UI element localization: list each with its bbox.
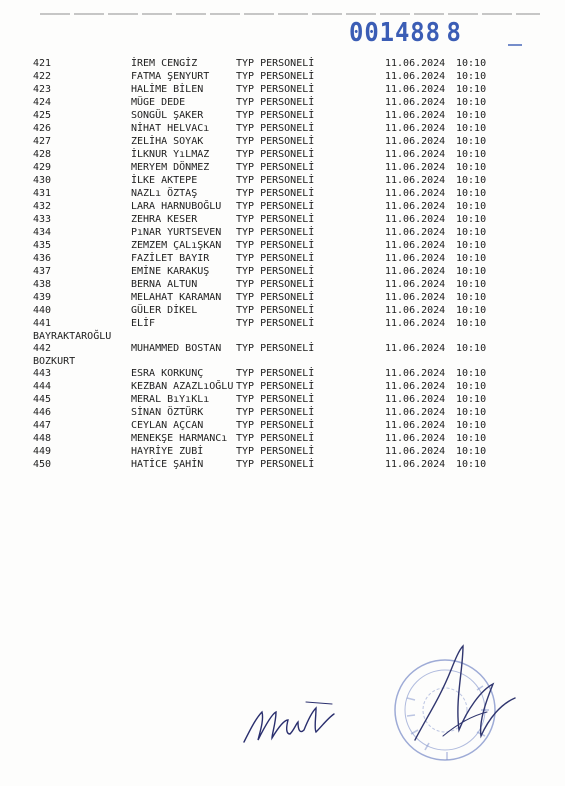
date: 11.06.2024: [385, 368, 446, 379]
time: 10:10: [456, 97, 487, 108]
job-title: TYP PERSONELİ: [236, 279, 315, 290]
person-name: NAZLı ÖZTAŞ: [131, 188, 198, 199]
job-title: TYP PERSONELİ: [236, 407, 315, 418]
person-name: ZEMZEM ÇALıŞKAN: [131, 240, 222, 251]
time: 10:10: [456, 162, 487, 173]
person-name: MENEKŞE HARMANCı: [131, 433, 228, 444]
person-name: SİNAN ÖZTÜRK: [131, 407, 204, 418]
table-row: [0, 304, 565, 317]
time: 10:10: [456, 71, 487, 82]
table-row: [0, 367, 565, 380]
row-number: 440: [33, 305, 52, 316]
row-number: 434: [33, 227, 52, 238]
job-title: TYP PERSONELİ: [236, 97, 315, 108]
table-row: [0, 239, 565, 252]
table-row: [0, 57, 565, 70]
surname-continuation: [0, 355, 565, 367]
row-number: 436: [33, 253, 52, 264]
job-title: TYP PERSONELİ: [236, 110, 315, 121]
person-name: CEYLAN AÇCAN: [131, 420, 204, 431]
date: 11.06.2024: [385, 110, 446, 121]
table-row: [0, 252, 565, 265]
job-title: TYP PERSONELİ: [236, 149, 315, 160]
job-title: TYP PERSONELİ: [236, 240, 315, 251]
date: 11.06.2024: [385, 71, 446, 82]
row-number: 448: [33, 433, 52, 444]
row-number: 426: [33, 123, 52, 134]
person-name: FATMA ŞENYURT: [131, 71, 210, 82]
person-name: GÜLER DİKEL: [131, 305, 198, 316]
job-title: TYP PERSONELİ: [236, 292, 315, 303]
job-title: TYP PERSONELİ: [236, 253, 315, 264]
table-row: [0, 187, 565, 200]
surname-continuation-text: BOZKURT: [33, 356, 76, 367]
job-title: TYP PERSONELİ: [236, 58, 315, 69]
date: 11.06.2024: [385, 318, 446, 329]
person-name: MUHAMMED BOSTAN: [131, 343, 222, 354]
row-number: 421: [33, 58, 52, 69]
date: 11.06.2024: [385, 343, 446, 354]
date: 11.06.2024: [385, 240, 446, 251]
job-title: TYP PERSONELİ: [236, 136, 315, 147]
time: 10:10: [456, 188, 487, 199]
personnel-list: [0, 57, 565, 471]
time: 10:10: [456, 253, 487, 264]
table-row: [0, 122, 565, 135]
time: 10:10: [456, 446, 487, 457]
date: 11.06.2024: [385, 175, 446, 186]
row-number: 431: [33, 188, 52, 199]
row-number: 444: [33, 381, 52, 392]
time: 10:10: [456, 407, 487, 418]
date: 11.06.2024: [385, 305, 446, 316]
person-name: KEZBAN AZAZLıOĞLU: [131, 381, 234, 392]
time: 10:10: [456, 58, 487, 69]
date: 11.06.2024: [385, 279, 446, 290]
row-number: 441: [33, 318, 52, 329]
job-title: TYP PERSONELİ: [236, 188, 315, 199]
table-row: [0, 109, 565, 122]
row-number: 424: [33, 97, 52, 108]
person-name: PıNAR YURTSEVEN: [131, 227, 222, 238]
date: 11.06.2024: [385, 136, 446, 147]
job-title: TYP PERSONELİ: [236, 162, 315, 173]
table-row: [0, 96, 565, 109]
row-number: 432: [33, 201, 52, 212]
job-title: TYP PERSONELİ: [236, 318, 315, 329]
table-row: [0, 265, 565, 278]
table-row: [0, 432, 565, 445]
row-number: 438: [33, 279, 52, 290]
serial-suffix: 8: [446, 18, 462, 48]
time: 10:10: [456, 110, 487, 121]
person-name: FAZİLET BAYIR: [131, 253, 210, 264]
person-name: İLKE AKTEPE: [131, 175, 198, 186]
date: 11.06.2024: [385, 227, 446, 238]
table-row: [0, 226, 565, 239]
person-name: ELİF: [131, 318, 156, 329]
serial-underline: [508, 44, 522, 46]
person-name: İREM CENGİZ: [131, 58, 198, 69]
person-name: İLKNUR YıLMAZ: [131, 149, 210, 160]
table-row: [0, 291, 565, 304]
table-row: [0, 70, 565, 83]
date: 11.06.2024: [385, 188, 446, 199]
time: 10:10: [456, 214, 487, 225]
person-name: ESRA KORKUNÇ: [131, 368, 204, 379]
date: 11.06.2024: [385, 253, 446, 264]
job-title: TYP PERSONELİ: [236, 175, 315, 186]
time: 10:10: [456, 279, 487, 290]
job-title: TYP PERSONELİ: [236, 343, 315, 354]
row-number: 437: [33, 266, 52, 277]
time: 10:10: [456, 175, 487, 186]
date: 11.06.2024: [385, 394, 446, 405]
row-number: 447: [33, 420, 52, 431]
handwritten-signature: [236, 690, 346, 750]
table-row: [0, 148, 565, 161]
table-row: [0, 278, 565, 291]
row-number: 427: [33, 136, 52, 147]
row-number: 442: [33, 343, 52, 354]
time: 10:10: [456, 318, 487, 329]
job-title: TYP PERSONELİ: [236, 227, 315, 238]
date: 11.06.2024: [385, 381, 446, 392]
time: 10:10: [456, 292, 487, 303]
table-row: [0, 342, 565, 355]
time: 10:10: [456, 123, 487, 134]
job-title: TYP PERSONELİ: [236, 266, 315, 277]
row-number: 429: [33, 162, 52, 173]
person-name: MERAL BıYıKLı: [131, 394, 210, 405]
job-title: TYP PERSONELİ: [236, 394, 315, 405]
row-number: 450: [33, 459, 52, 470]
table-row: [0, 135, 565, 148]
row-number: 425: [33, 110, 52, 121]
person-name: HAYRİYE ZUBİ: [131, 446, 204, 457]
person-name: ZEHRA KESER: [131, 214, 198, 225]
person-name: LARA HARNUBOĞLU: [131, 201, 222, 212]
date: 11.06.2024: [385, 407, 446, 418]
row-number: 428: [33, 149, 52, 160]
time: 10:10: [456, 343, 487, 354]
job-title: TYP PERSONELİ: [236, 420, 315, 431]
time: 10:10: [456, 266, 487, 277]
time: 10:10: [456, 201, 487, 212]
date: 11.06.2024: [385, 446, 446, 457]
job-title: TYP PERSONELİ: [236, 123, 315, 134]
person-name: NİHAT HELVACı: [131, 123, 210, 134]
job-title: TYP PERSONELİ: [236, 214, 315, 225]
date: 11.06.2024: [385, 420, 446, 431]
time: 10:10: [456, 240, 487, 251]
serial-number: [349, 18, 462, 48]
time: 10:10: [456, 381, 487, 392]
job-title: TYP PERSONELİ: [236, 433, 315, 444]
person-name: BERNA ALTUN: [131, 279, 198, 290]
table-row: [0, 161, 565, 174]
row-number: 423: [33, 84, 52, 95]
date: 11.06.2024: [385, 123, 446, 134]
table-row: [0, 213, 565, 226]
official-seal: [385, 640, 525, 770]
time: 10:10: [456, 368, 487, 379]
job-title: TYP PERSONELİ: [236, 446, 315, 457]
person-name: MÜGE DEDE: [131, 97, 186, 108]
row-number: 445: [33, 394, 52, 405]
job-title: TYP PERSONELİ: [236, 459, 315, 470]
table-row: [0, 445, 565, 458]
surname-continuation-text: BAYRAKTAROĞLU: [33, 331, 112, 342]
table-row: [0, 380, 565, 393]
scan-top-line: [40, 13, 540, 15]
job-title: TYP PERSONELİ: [236, 84, 315, 95]
row-number: 422: [33, 71, 52, 82]
person-name: SONGÜL ŞAKER: [131, 110, 204, 121]
date: 11.06.2024: [385, 214, 446, 225]
date: 11.06.2024: [385, 58, 446, 69]
date: 11.06.2024: [385, 266, 446, 277]
row-number: 443: [33, 368, 52, 379]
row-number: 449: [33, 446, 52, 457]
row-number: 435: [33, 240, 52, 251]
time: 10:10: [456, 394, 487, 405]
time: 10:10: [456, 149, 487, 160]
job-title: TYP PERSONELİ: [236, 305, 315, 316]
date: 11.06.2024: [385, 149, 446, 160]
serial-prefix: 001488: [349, 18, 441, 48]
table-row: [0, 83, 565, 96]
table-row: [0, 317, 565, 330]
time: 10:10: [456, 227, 487, 238]
person-name: ZELİHA SOYAK: [131, 136, 204, 147]
time: 10:10: [456, 136, 487, 147]
job-title: TYP PERSONELİ: [236, 201, 315, 212]
row-number: 433: [33, 214, 52, 225]
time: 10:10: [456, 433, 487, 444]
job-title: TYP PERSONELİ: [236, 368, 315, 379]
surname-continuation: [0, 330, 565, 342]
time: 10:10: [456, 420, 487, 431]
row-number: 446: [33, 407, 52, 418]
job-title: TYP PERSONELİ: [236, 71, 315, 82]
person-name: EMİNE KARAKUŞ: [131, 266, 210, 277]
date: 11.06.2024: [385, 84, 446, 95]
table-row: [0, 200, 565, 213]
table-row: [0, 406, 565, 419]
date: 11.06.2024: [385, 292, 446, 303]
person-name: MELAHAT KARAMAN: [131, 292, 222, 303]
person-name: HATİCE ŞAHİN: [131, 459, 204, 470]
time: 10:10: [456, 459, 487, 470]
job-title: TYP PERSONELİ: [236, 381, 315, 392]
person-name: MERYEM DÖNMEZ: [131, 162, 210, 173]
row-number: 430: [33, 175, 52, 186]
date: 11.06.2024: [385, 459, 446, 470]
date: 11.06.2024: [385, 162, 446, 173]
date: 11.06.2024: [385, 201, 446, 212]
table-row: [0, 393, 565, 406]
date: 11.06.2024: [385, 97, 446, 108]
time: 10:10: [456, 305, 487, 316]
date: 11.06.2024: [385, 433, 446, 444]
table-row: [0, 174, 565, 187]
table-row: [0, 419, 565, 432]
time: 10:10: [456, 84, 487, 95]
table-row: [0, 458, 565, 471]
row-number: 439: [33, 292, 52, 303]
person-name: HALİME BİLEN: [131, 84, 204, 95]
